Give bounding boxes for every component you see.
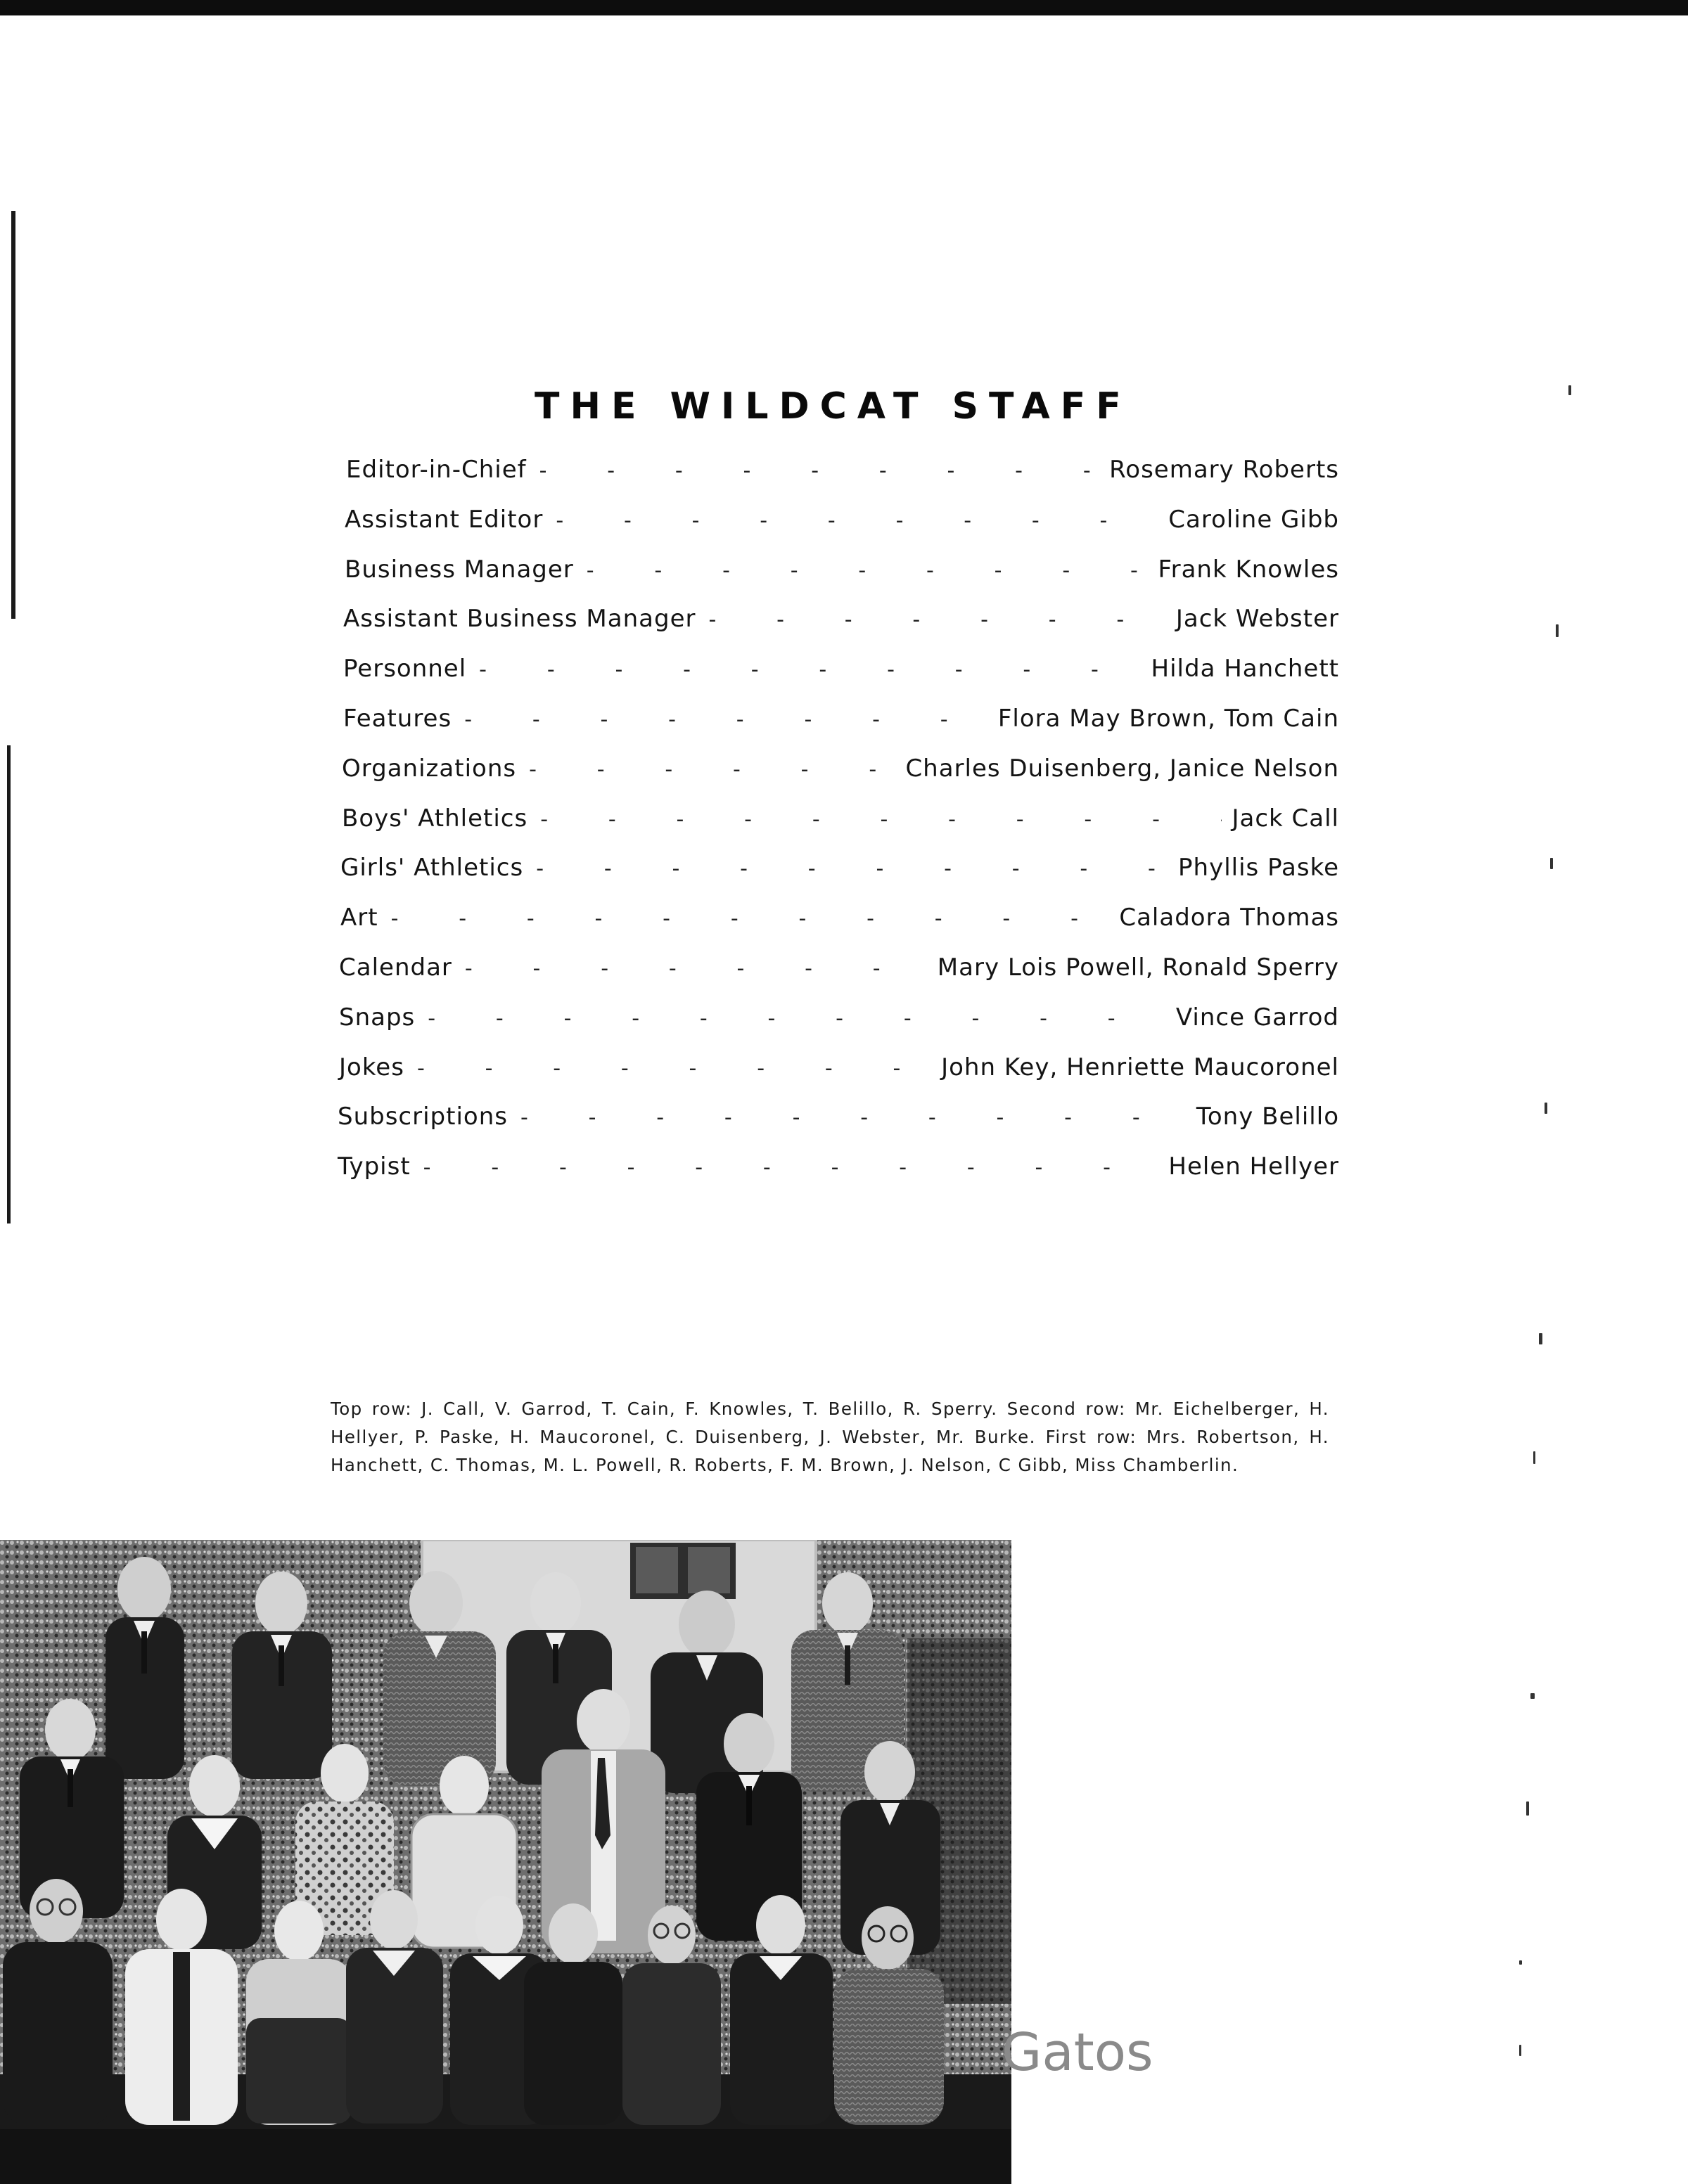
dot-leader xyxy=(556,506,1158,534)
staff-role: Assistant Editor xyxy=(345,505,544,534)
roster-row xyxy=(336,854,1339,904)
dot-leader xyxy=(428,1003,1166,1032)
staff-name: Caladora Thomas xyxy=(1119,904,1339,932)
staff-name: Mary Lois Powell, Ronald Sperry xyxy=(937,953,1339,982)
roster-row xyxy=(336,1053,1339,1103)
group-photo xyxy=(0,1540,1011,2184)
staff-name: Jack Call xyxy=(1232,804,1339,833)
watermark-text: Gatos xyxy=(1002,2022,1153,2083)
staff-name: Hilda Hanchett xyxy=(1151,655,1339,683)
roster-row xyxy=(336,705,1339,754)
staff-name: Jack Webster xyxy=(1175,605,1339,634)
dot-leader xyxy=(464,705,988,733)
staff-role: Business Manager xyxy=(345,555,574,584)
scan-speck xyxy=(1533,1451,1535,1464)
dot-leader xyxy=(536,854,1168,882)
staff-role: Boys' Athletics xyxy=(342,804,528,833)
roster-row xyxy=(336,456,1339,506)
staff-role: Art xyxy=(340,904,378,932)
dot-leader xyxy=(479,655,1141,683)
scan-left-streak xyxy=(7,745,11,1223)
scan-speck xyxy=(1526,1801,1529,1816)
dot-leader xyxy=(417,1053,931,1081)
staff-name: Rosemary Roberts xyxy=(1109,456,1339,484)
staff-name: Flora May Brown, Tom Cain xyxy=(997,704,1339,733)
staff-role: Snaps xyxy=(339,1003,416,1032)
scan-speck xyxy=(1539,1333,1542,1344)
roster-row xyxy=(336,555,1339,605)
staff-role: Editor-in-Chief xyxy=(346,456,527,484)
page-title: THE WILDCAT STAFF xyxy=(535,385,1132,428)
staff-name: Phyllis Paske xyxy=(1178,854,1339,882)
dot-leader xyxy=(587,555,1149,584)
roster-row xyxy=(336,1152,1339,1202)
staff-roster xyxy=(336,456,1339,1202)
staff-role: Features xyxy=(343,704,452,733)
staff-name: Frank Knowles xyxy=(1158,555,1339,584)
roster-row xyxy=(336,655,1339,705)
scan-speck xyxy=(1568,385,1571,395)
scan-speck xyxy=(1530,1693,1535,1699)
dot-leader xyxy=(423,1152,1159,1181)
staff-name: Tony Belillo xyxy=(1196,1103,1339,1131)
dot-leader xyxy=(708,605,1165,633)
staff-name: Charles Duisenberg, Janice Nelson xyxy=(905,754,1339,783)
dot-leader xyxy=(539,456,1100,484)
staff-role: Personnel xyxy=(343,655,467,683)
dot-leader xyxy=(540,804,1222,833)
staff-role: Subscriptions xyxy=(338,1103,508,1131)
staff-name: Helen Hellyer xyxy=(1168,1152,1339,1181)
staff-role: Calendar xyxy=(339,953,452,982)
photo-caption: Top row: J. Call, V. Garrod, T. Cain, F. Knowles, T. Belillo, R. Sperry. Second row: Mr. Eichelberger, H. Hellyer, P. Paske, H. Maucoronel, C. Duisenberg, J. Webster, Mr. Burke. First row: Mrs. Robertson, H. Hanchett, C. Thomas, M. L. Powell, R. Roberts, F. M. Brown, J. Nelson, C Gibb, Miss Chamberlin. xyxy=(331,1399,1329,1475)
roster-row xyxy=(336,506,1339,555)
dot-leader xyxy=(529,754,895,783)
staff-name: Caroline Gibb xyxy=(1168,505,1339,534)
scan-left-streak xyxy=(11,211,15,619)
roster-row xyxy=(336,904,1339,953)
staff-role: Organizations xyxy=(342,754,517,783)
roster-row xyxy=(336,1103,1339,1152)
roster-row xyxy=(336,953,1339,1003)
roster-row xyxy=(336,1003,1339,1053)
staff-name: Vince Garrod xyxy=(1175,1003,1339,1032)
roster-row xyxy=(336,605,1339,655)
staff-role: Girls' Athletics xyxy=(340,854,524,882)
scan-speck xyxy=(1550,858,1553,869)
staff-role: Assistant Business Manager xyxy=(343,605,696,634)
roster-row xyxy=(336,804,1339,854)
dot-leader xyxy=(465,953,928,982)
scan-speck xyxy=(1519,2045,1521,2056)
roster-row xyxy=(336,754,1339,804)
dot-leader xyxy=(391,904,1110,932)
dot-leader xyxy=(520,1103,1187,1131)
scan-speck xyxy=(1545,1103,1547,1114)
staff-role: Jokes xyxy=(339,1053,404,1081)
scan-speck xyxy=(1519,1960,1522,1965)
staff-role: Typist xyxy=(338,1152,411,1181)
scan-speck xyxy=(1556,624,1559,637)
scan-top-edge xyxy=(0,0,1688,15)
staff-name: John Key, Henriette Maucoronel xyxy=(941,1053,1339,1081)
